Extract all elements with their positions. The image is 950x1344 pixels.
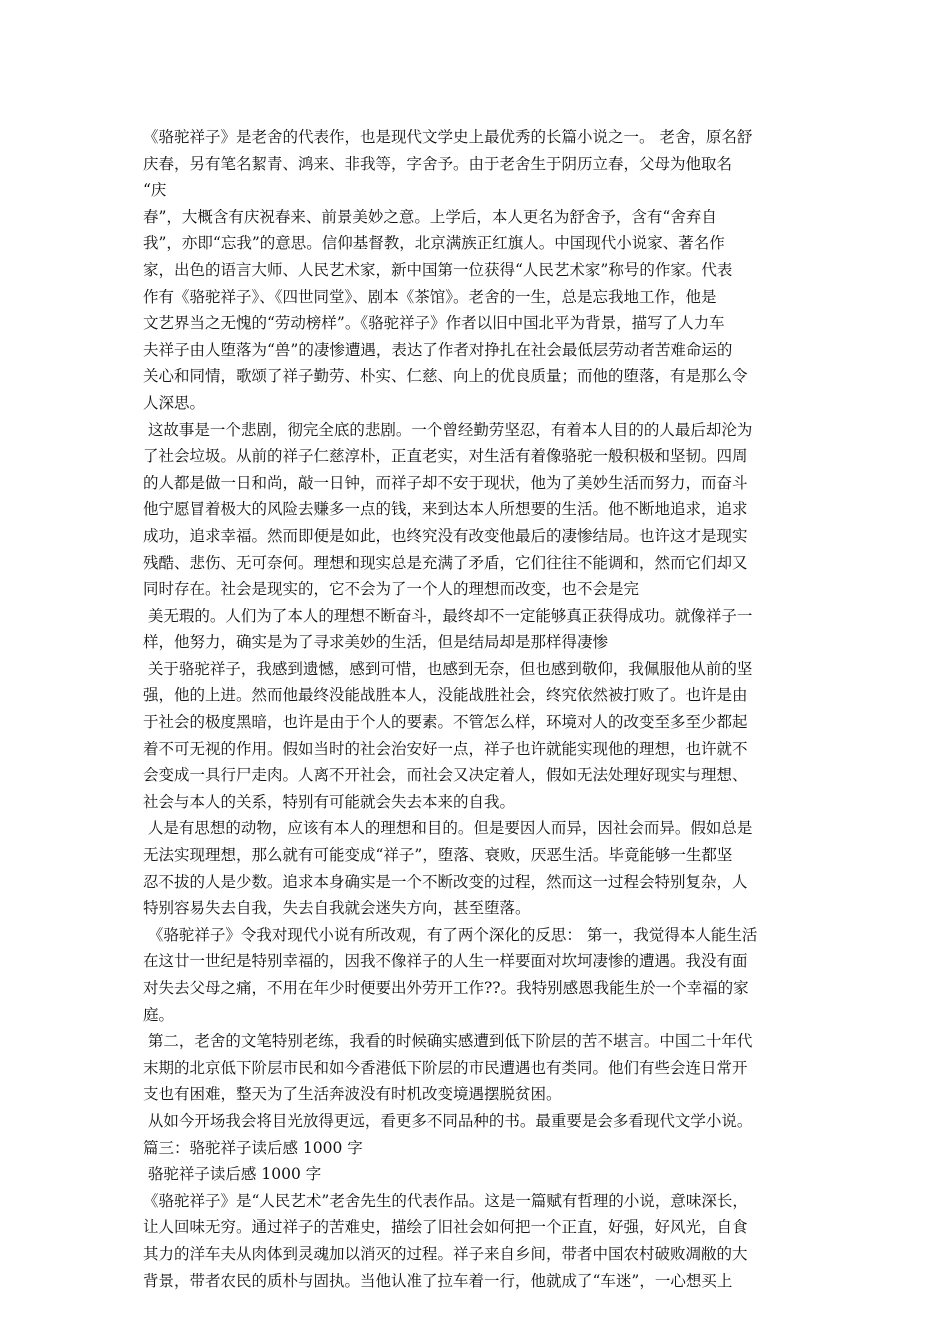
text-line: 了社会垃圾。从前的祥子仁慈淳朴，正直老实，对生活有着像骆驼一般积极和坚韧。四周 [143, 447, 748, 466]
text-line: 他宁愿冒着极大的风险去赚多一点的钱，来到达本人所想要的生活。他不断地追求，追求 [143, 500, 748, 519]
text-line: 成功，追求幸福。然而即便是如此，也终究没有改变他最后的凄惨结局。也许这才是现实 [143, 526, 748, 545]
text-line: 从如今开场我会将目光放得更远，看更多不同品种的书。最重要是会多看现代文学小说。 [143, 1111, 753, 1130]
text-line: 社会与本人的关系，特别有可能就会失去本来的自我。 [143, 792, 516, 811]
text-line: 《骆驼祥子》令我对现代小说有所改观，有了两个深化的反思： 第一，我觉得本人能生活 [143, 925, 758, 944]
text-line: 我”，亦即“忘我”的意思。信仰基督教，北京满族正红旗人。中国现代小说家、著名作 [143, 234, 725, 253]
text-line: 第二，老舍的文笔特别老练，我看的时候确实感遭到低下阶层的苦不堪言。中国二十年代 [143, 1032, 753, 1051]
text-line: 强，他的上进。然而他最终没能战胜本人，没能战胜社会，终究依然被打败了。也许是由 [143, 686, 748, 705]
text-line: 的人都是做一日和尚，敲一日钟，而祥子却不安于现状，他为了美妙生活而努力，而奋斗 [143, 473, 748, 492]
text-line: 忍不拔的人是少数。追求本身确实是一个不断改变的过程，然而这一过程会特别复杂，人 [143, 872, 748, 891]
text-line: 样，他努力，确实是为了寻求美妙的生活，但是结局却是那样得凄惨 [143, 633, 609, 652]
body-text [143, 124, 815, 1294]
text-line: 关于骆驼祥子，我感到遗憾，感到可惜，也感到无奈，但也感到敬仰，我佩服他从前的坚 [143, 659, 753, 678]
text-line: 同时存在。社会是现实的，它不会为了一个人的理想而改变，也不会是完 [143, 580, 640, 599]
text-line: 作有《骆驼祥子》、《四世同堂》、剧本《茶馆》。老舍的一生，总是忘我地工作，他是 [143, 287, 717, 306]
text-line: 对失去父母之痛，不用在年少时便要出外劳开工作??。我特别感恩我能生於一个幸福的家 [143, 979, 749, 997]
text-line: 夫祥子由人堕落为“兽”的凄惨遭遇，表达了作者对挣扎在社会最低层劳动者苦难命运的 [143, 340, 733, 359]
text-line: 其力的洋车夫从肉体到灵魂加以消灭的过程。祥子来自乡间，带者中国农村破败凋敝的大 [143, 1244, 748, 1263]
article-title: 骆驼祥子读后感 1000 字 [143, 1165, 322, 1184]
text-line: 文艺界当之无愧的“劳动榜样”。《骆驼祥子》作者以旧中国北平为背景，描写了人力车 [143, 314, 725, 333]
text-line: “庆 [143, 181, 167, 200]
text-line: 人是有思想的动物，应该有本人的理想和目的。但是要因人而异，因社会而异。假如总是 [143, 819, 753, 838]
text-line: 家，出色的语言大师、人民艺术家，新中国第一位获得“人民艺术家”称号的作家。代表 [143, 260, 733, 279]
text-line: 《骆驼祥子》是“人民艺术”老舍先生的代表作品。这是一篇赋有哲理的小说，意味深长， [143, 1191, 748, 1210]
text-line: 残酷、悲伤、无可奈何。理想和现实总是充满了矛盾，它们往往不能调和，然而它们却又 [143, 553, 748, 572]
text-line: 会变成一具行尸走肉。人离不开社会，而社会又决定着人，假如无法处理好现实与理想、 [143, 766, 748, 785]
text-line: 《骆驼祥子》是老舍的代表作，也是现代文学史上最优秀的长篇小说之一。 老舍，原名舒 [143, 128, 753, 146]
text-line: 春”，大概含有庆祝春来、前景美妙之意。上学后，本人更名为舒舍予，含有“舍弃自 [143, 207, 717, 226]
text-line: 着不可无视的作用。假如当时的社会治安好一点，祥子也许就能实现他的理想，也许就不 [143, 739, 748, 758]
section-heading: 篇三：骆驼祥子读后感 1000 字 [143, 1138, 363, 1157]
text-line: 美无瑕的。人们为了本人的理想不断奋斗，最终却不一定能够真正获得成功。就像祥子一 [143, 606, 753, 625]
text-line: 背景，带者农民的质朴与固执。当他认准了拉车着一行，他就成了“车迷”，一心想买上 [143, 1271, 733, 1290]
text-line: 庭。 [143, 1005, 175, 1024]
text-line: 末期的北京低下阶层市民和如今香港低下阶层的市民遭遇也有类同。他们有些会连日常开 [143, 1058, 748, 1077]
text-line: 在这廿一世纪是特别幸福的，因我不像祥子的人生一样要面对坎坷凄惨的遭遇。我没有面 [143, 952, 748, 971]
text-line: 人深思。 [143, 393, 206, 412]
text-line: 于社会的极度黑暗，也许是由于个人的要素。不管怎么样，环境对人的改变至多至少都起 [143, 713, 748, 732]
text-line: 支也有困难，整天为了生活奔波没有时机改变境遇摆脱贫困。 [143, 1085, 562, 1104]
text-line: 特别容易失去自我，失去自我就会迷失方向，甚至堕落。 [143, 899, 531, 918]
text-line: 庆春，另有笔名絜青、鸿来、非我等，字舍予。由于老舍生于阴历立春，父母为他取名 [143, 154, 733, 173]
text-line: 这故事是一个悲剧，彻完全底的悲剧。一个曾经勤劳坚忍，有着本人目的的人最后却沦为 [143, 420, 753, 439]
text-line: 关心和同情，歌颂了祥子勤劳、朴实、仁慈、向上的优良质量；而他的堕落，有是那么令 [143, 367, 748, 386]
text-line: 让人回味无穷。通过祥子的苦难史，描绘了旧社会如何把一个正直，好强，好风光，自食 [143, 1218, 748, 1237]
text-line: 无法实现理想，那么就有可能变成“祥子”，堕落、衰败，厌恶生活。毕竟能够一生都坚 [143, 846, 733, 865]
